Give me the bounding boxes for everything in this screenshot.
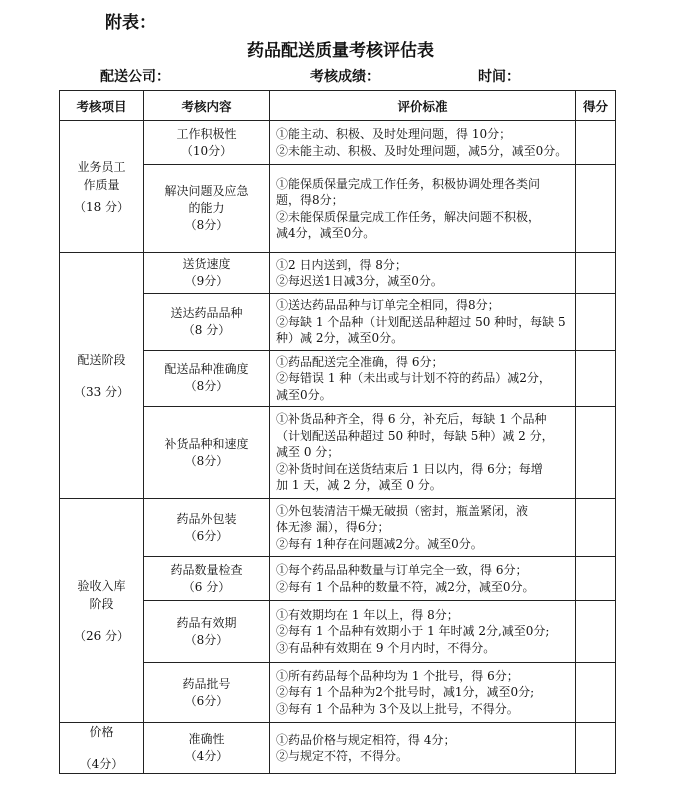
criteria-cell — [270, 499, 576, 557]
assessment-item-name: 作质量 — [83, 177, 120, 192]
table-row — [60, 121, 616, 165]
assessment-content-line: （8分） — [184, 453, 229, 468]
criteria-line: 种）减 2分，减至0分。 — [276, 331, 404, 345]
assessment-content-cell — [144, 121, 270, 165]
assessment-content-line: （8分） — [184, 379, 229, 394]
assessment-content-line: （8分） — [184, 632, 229, 647]
assessment-content-line: 药品数量检查 — [170, 562, 243, 577]
assessment-content-cell — [144, 350, 270, 407]
score-cell[interactable] — [576, 121, 616, 165]
table-row — [60, 723, 616, 774]
table-row — [60, 663, 616, 723]
criteria-line: ②未能保质保量完成工作任务，解决问题不积极， — [276, 209, 541, 224]
table-row — [60, 253, 616, 294]
criteria-line: ②每有 1 个品种的数量不符，减2分，减至0分。 — [276, 579, 535, 594]
assessment-item-points: （4分） — [79, 757, 124, 771]
assessment-content-cell — [144, 499, 270, 557]
assessment-item-cell — [60, 499, 144, 723]
assessment-item-points: （18 分） — [73, 199, 130, 214]
table-row — [60, 601, 616, 663]
assessment-content-cell — [144, 253, 270, 294]
assessment-content-line: 的能力 — [188, 201, 225, 215]
criteria-cell — [270, 663, 576, 723]
score-cell[interactable] — [576, 601, 616, 663]
column-header: 得分 — [576, 91, 616, 121]
assessment-content-line: （8 分） — [182, 322, 231, 337]
score-cell[interactable] — [576, 663, 616, 723]
score-cell[interactable] — [576, 723, 616, 774]
assessment-content-line: 补货品种和速度 — [164, 436, 249, 451]
assessment-item-name: 价格 — [89, 725, 114, 739]
criteria-line: ①药品配送完全准确，得 6分； — [276, 354, 444, 369]
company-label: 配送公司： — [100, 69, 170, 85]
criteria-cell — [270, 121, 576, 165]
criteria-cell — [270, 253, 576, 294]
assessment-content-cell — [144, 723, 270, 774]
criteria-line: ③每有 1 个品种为 3个及以上批号，不得分。 — [276, 701, 519, 716]
criteria-cell — [270, 350, 576, 407]
criteria-line: 减至0分。 — [276, 387, 332, 402]
score-cell[interactable] — [576, 165, 616, 253]
assessment-content-line: 药品有效期 — [176, 615, 237, 630]
criteria-cell — [270, 165, 576, 253]
page-title: 药品配送质量考核评估表 — [247, 41, 434, 61]
criteria-line: ②每迟送1日减3分，减至0分。 — [276, 274, 443, 288]
criteria-line: ①有效期均在 1 年以上，得 8分； — [276, 607, 459, 622]
column-header: 考核项目 — [60, 91, 144, 121]
assessment-item-points: （26 分） — [73, 628, 130, 643]
score-cell[interactable] — [576, 350, 616, 407]
score-cell[interactable] — [576, 557, 616, 601]
assessment-content-line: 配送品种准确度 — [164, 362, 249, 377]
criteria-line: 减4分，减至0分。 — [276, 226, 376, 240]
table-row — [60, 350, 616, 407]
criteria-line: ②与规定不符，不得分。 — [276, 749, 409, 763]
table-row — [60, 499, 616, 557]
criteria-line: ①外包装清洁干燥无破损（密封，瓶盖紧闭，液 — [276, 503, 529, 518]
assessment-content-line: （10分） — [180, 143, 233, 158]
assessment-content-line: （9分） — [184, 274, 229, 288]
score-cell[interactable] — [576, 294, 616, 351]
criteria-line: ②每缺 1 个品种（计划配送品种超过 50 种时，每缺 5 — [276, 314, 566, 329]
assessment-item-name: 配送阶段 — [77, 352, 126, 367]
criteria-line: （计划配送品种超过 50 种时，每缺 5种）减 2 分， — [276, 428, 554, 443]
criteria-line: ②每有 1 个品种有效期小于 1 年时减 2分,减至0分; — [276, 624, 550, 639]
criteria-line: ②每有 1 个品种为2个批号时，减1分，减至0分; — [276, 685, 535, 700]
table-header-row — [60, 91, 616, 121]
assessment-content-line: （4分） — [184, 749, 229, 763]
criteria-line: 减至 0 分； — [276, 445, 340, 460]
table-body — [60, 121, 616, 774]
assessment-item-name: 验收入库 — [77, 578, 126, 593]
column-header: 评价标准 — [270, 91, 576, 121]
assessment-item-name: 阶段 — [89, 596, 114, 611]
assessment-item-points: （33 分） — [73, 384, 130, 399]
criteria-line: ①所有药品每个品种均为 1 个批号，得 6分； — [276, 668, 519, 683]
assessment-item-cell — [60, 121, 144, 253]
assessment-content-line: （6分） — [184, 693, 229, 708]
assessment-content-line: 药品批号 — [182, 676, 231, 691]
assessment-content-line: 工作积极性 — [176, 126, 237, 141]
criteria-line: ②补货时间在送货结束后 1 日以内，得 6分；每增 — [276, 461, 543, 476]
criteria-cell — [270, 294, 576, 351]
assessment-item-cell — [60, 723, 144, 774]
criteria-line: ①药品价格与规定相符，得 4分； — [276, 732, 456, 747]
criteria-cell — [270, 407, 576, 499]
table-row — [60, 294, 616, 351]
criteria-line: 体无渗 漏），得6分； — [276, 520, 390, 535]
assessment-content-line: 送达药品品种 — [170, 305, 243, 320]
score-cell[interactable] — [576, 407, 616, 499]
assessment-content-cell — [144, 663, 270, 723]
time-label: 时间： — [478, 69, 520, 85]
criteria-line: ①能保质保量完成工作任务，积极协调处理各类问 — [276, 176, 541, 191]
score-label: 考核成绩： — [310, 69, 380, 85]
table-row — [60, 407, 616, 499]
criteria-line: ③有品种有效期在 9 个月内时，不得分。 — [276, 640, 496, 655]
assessment-content-line: （6分） — [184, 528, 229, 543]
criteria-cell — [270, 557, 576, 601]
criteria-line: ①补货品种齐全，得 6 分，补充后，每缺 1 个品种 — [276, 412, 547, 427]
criteria-line: ①能主动、积极、及时处理问题，得 10分； — [276, 127, 512, 141]
assessment-content-cell — [144, 294, 270, 351]
assessment-content-cell — [144, 165, 270, 253]
criteria-line: ②每错误 1 种（未出或与计划不符的药品）减2分， — [276, 371, 551, 385]
criteria-line: ②每有 1种存在问题减2分。减至0分。 — [276, 536, 483, 551]
assessment-content-line: （8分） — [184, 218, 229, 232]
criteria-cell — [270, 723, 576, 774]
assessment-content-line: 准确性 — [188, 732, 225, 746]
assessment-item-cell — [60, 253, 144, 499]
score-cell[interactable] — [576, 253, 616, 294]
criteria-line: ①2 日内送到，得 8分； — [276, 257, 407, 272]
assessment-content-line: 解决问题及应急 — [164, 184, 249, 198]
assessment-item-name: 业务员工 — [77, 159, 126, 174]
appendix-label: 附表： — [105, 13, 156, 33]
criteria-line: 题，得8分； — [276, 193, 344, 207]
assessment-content-line: 送货速度 — [182, 257, 231, 271]
table-row — [60, 165, 616, 253]
assessment-content-cell — [144, 557, 270, 601]
assessment-content-cell — [144, 407, 270, 499]
criteria-line: 加 1 天，减 2 分，减至 0 分。 — [276, 478, 442, 493]
score-cell[interactable] — [576, 499, 616, 557]
column-header: 考核内容 — [144, 91, 270, 121]
assessment-content-cell — [144, 601, 270, 663]
table-row — [60, 557, 616, 601]
evaluation-table — [59, 90, 616, 774]
assessment-content-line: （6 分） — [182, 579, 231, 594]
assessment-content-line: 药品外包装 — [176, 511, 237, 526]
criteria-cell — [270, 601, 576, 663]
criteria-line: ①每个药品品种数量与订单完全一致，得 6分； — [276, 563, 528, 577]
criteria-line: ①送达药品品种与订单完全相同，得8分； — [276, 298, 500, 312]
criteria-line: ②未能主动、积极、及时处理问题，减5分，减至0分。 — [276, 143, 568, 158]
